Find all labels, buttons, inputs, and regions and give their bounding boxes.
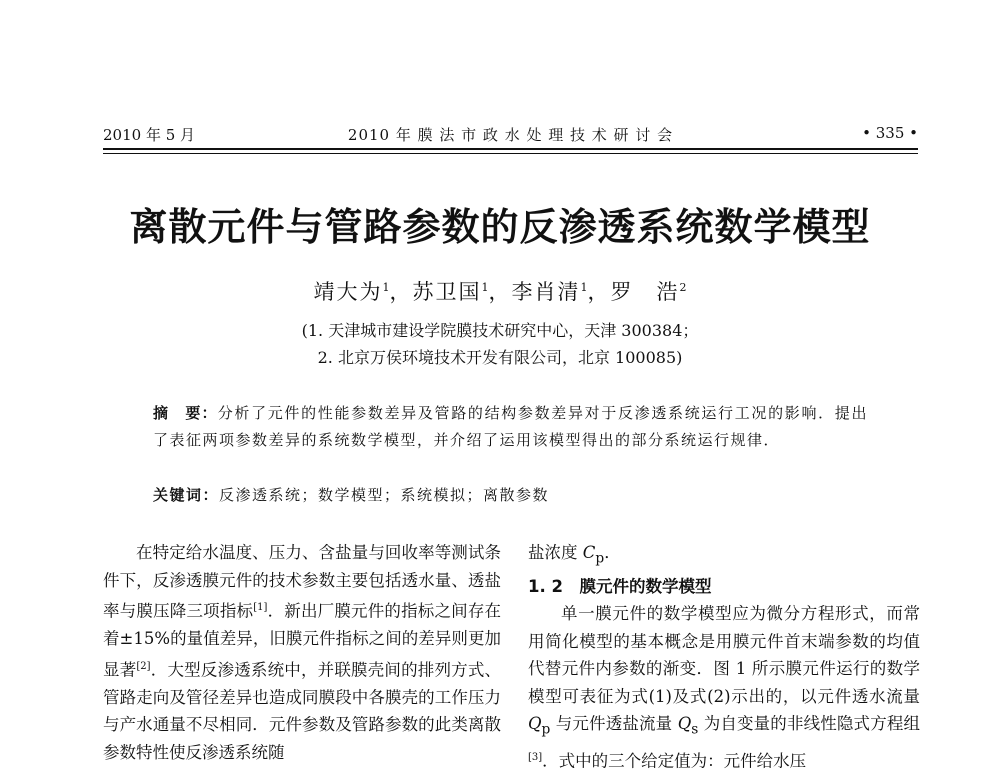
header-rule-thick xyxy=(103,148,918,150)
keywords-text: 反渗透系统；数学模型；系统模拟；离散参数 xyxy=(219,486,550,504)
body-text: 与元件透盐流量 xyxy=(550,714,678,734)
body-text: 单一膜元件的数学模型应为微分方程形式，而常用简化模型的基本概念是用膜元件首末端参数的均值代替元件内参数的渐变．图 1 所示膜元件运行的数学模型可表征为式(1)及式(2)示出的，以元件透水流量 xyxy=(528,604,920,706)
body-text: ．式中的三个给定值为：元件给水压 xyxy=(542,751,807,771)
header-date: 2010 年 5 月 xyxy=(103,126,196,144)
abstract-label: 摘 要： xyxy=(153,404,218,422)
symbol-C: C xyxy=(582,543,596,562)
section-number: 1. 2 xyxy=(528,576,563,596)
body-text: ．新出厂膜元件的指标之间存在着±15%的量值差异，旧膜元件指标之间的差异则更加显著 xyxy=(103,601,502,679)
symbol-subscript: p xyxy=(595,550,605,567)
body-column-left xyxy=(103,539,501,766)
body-paragraph xyxy=(528,600,920,775)
running-header xyxy=(103,124,918,148)
author-name: 靖大为 xyxy=(313,280,383,304)
body-text: ．大型反渗透系统中，并联膜壳间的排列方式、管路走向及管径差异也造成同膜段中各膜壳的工作压力与产水通量不尽相同．元件参数及管路参数的此类离散参数特性使反渗透系统随 xyxy=(103,660,502,762)
body-paragraph xyxy=(528,539,920,573)
body-text: 盐浓度 xyxy=(528,543,583,562)
affiliation-2: 2. 北京万侯环境技术开发有限公司，北京 100085) xyxy=(317,348,683,367)
keywords xyxy=(153,484,868,505)
author-name: 罗 浩 xyxy=(610,280,680,304)
author-affiliation-mark: 2 xyxy=(679,281,687,294)
affiliation-1: (1. 天津城市建设学院膜技术研究中心，天津 300384； xyxy=(301,321,699,340)
body-text: 为自变量的非线性隐式方程组 xyxy=(698,714,920,734)
keywords-label: 关键词： xyxy=(153,486,220,504)
symbol-subscript: s xyxy=(691,721,699,738)
abstract xyxy=(153,400,868,454)
section-heading xyxy=(528,573,920,601)
author-affiliation-mark: 1 xyxy=(580,281,588,294)
section-title: 膜元件的数学模型 xyxy=(579,576,712,596)
author-list: 靖大为$^1$，苏卫国$^1$，李肖清$^1$，罗 浩$^2$ xyxy=(313,280,687,304)
symbol-Q: Q xyxy=(528,714,542,734)
abstract-text: 分析了元件的性能参数差异及管路的结构参数差异对于反渗透系统运行工况的影响．提出了表征两项参数差异的系统数学模型，并介绍了运用该模型得出的部分系统运行规律． xyxy=(153,404,868,449)
header-conference: 2010 年 膜 法 市 政 水 处 理 技 术 研 讨 会 xyxy=(347,126,674,144)
symbol-subscript: p xyxy=(541,721,551,738)
author-affiliation-mark: 1 xyxy=(382,281,390,294)
citation-ref: [2] xyxy=(136,660,151,672)
paper-title: 离散元件与管路参数的反渗透系统数学模型 xyxy=(129,204,871,249)
header-rule-thin xyxy=(103,153,918,154)
citation-ref: [3] xyxy=(528,752,543,764)
body-column-right xyxy=(528,539,920,775)
header-page-number: • 335 • xyxy=(862,124,918,142)
author-name: 李肖清 xyxy=(511,280,581,304)
body-paragraph xyxy=(103,539,501,766)
body-text: 在特定给水温度、压力、含盐量与回收率等测试条件下，反渗透膜元件的技术参数主要包括透水量、透盐率与膜压降三项指标 xyxy=(103,543,501,621)
symbol-Q: Q xyxy=(677,714,692,734)
author-name: 苏卫国 xyxy=(412,280,482,304)
author-affiliation-mark: 1 xyxy=(481,281,489,294)
body-text: ． xyxy=(604,543,621,562)
citation-ref: [1] xyxy=(253,602,268,613)
